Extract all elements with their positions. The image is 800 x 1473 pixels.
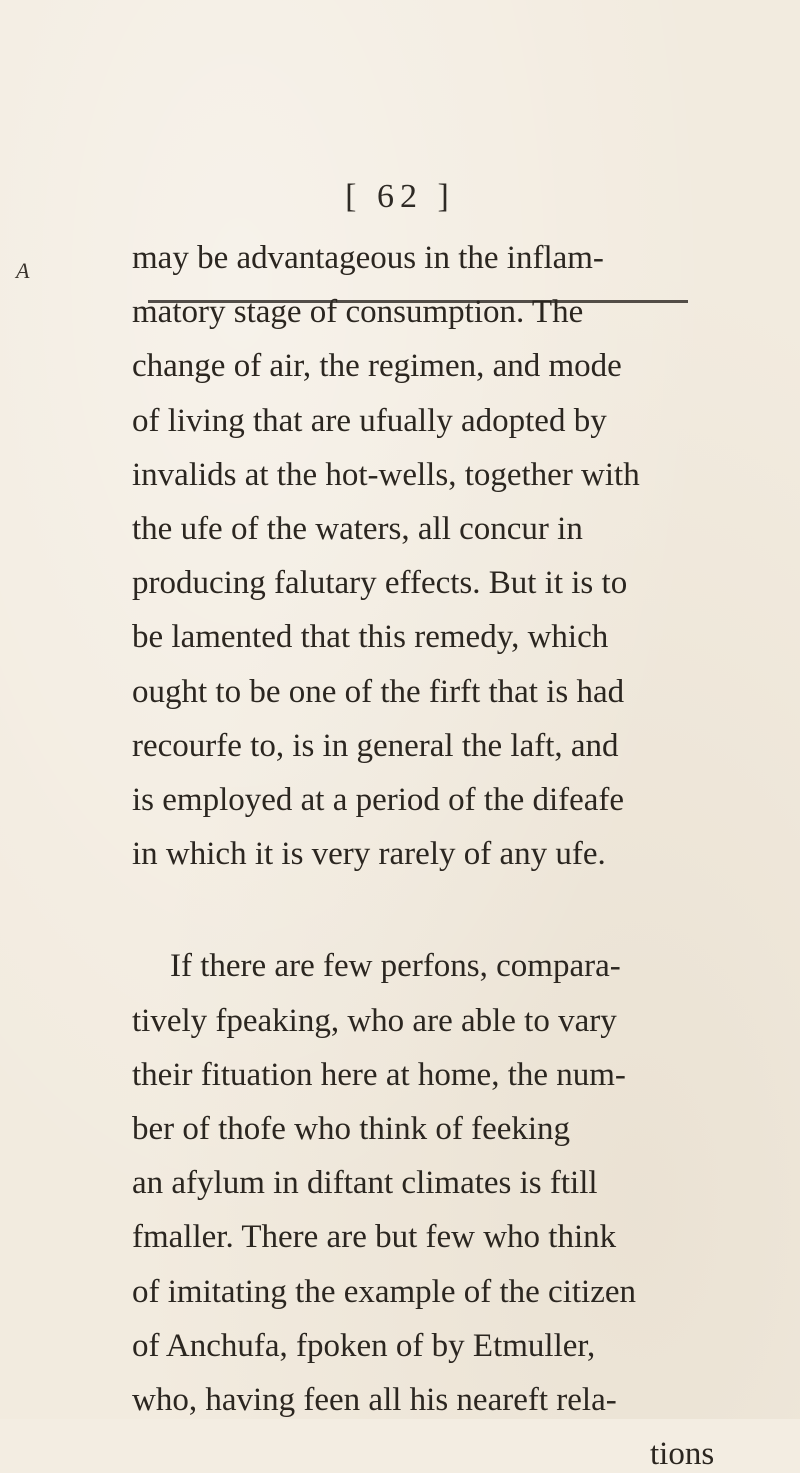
text-line: of living that are ufually adopted by <box>132 402 607 439</box>
text-line: fmaller. There are but few who think <box>132 1219 617 1256</box>
text-line: in which it is very rarely of any ufe. <box>132 836 606 873</box>
text-line: tively fpeaking, who are able to vary <box>132 1002 617 1039</box>
text-line: matory stage of consumption. The <box>132 294 584 331</box>
text-line: producing falutary effects. But it is to <box>132 565 628 602</box>
text-line: of imitating the example of the citizen <box>132 1273 636 1310</box>
text-line: of Anchufa, fpoken of by Etmuller, <box>132 1327 596 1364</box>
text-line: an afylum in diftant climates is ftill <box>132 1165 598 1202</box>
text-line: is employed at a period of the difeafe <box>132 782 625 818</box>
text-line: be lamented that this remedy, which <box>132 619 609 656</box>
text-line: may be advantageous in the inflam- <box>132 240 604 276</box>
margin-annotation: A <box>16 258 30 283</box>
text-line: the ufe of the waters, all concur in <box>132 511 583 547</box>
text-line: who, having feen all his neareft rela- <box>132 1382 617 1418</box>
text-line: change of air, the regimen, and mode <box>132 348 622 385</box>
text-line: their fituation here at home, the num- <box>132 1056 626 1093</box>
text-line: invalids at the hot-wells, together with <box>132 456 640 493</box>
text-line: ber of thofe who think of feeking <box>132 1111 571 1147</box>
text-line: recourfe to, is in general the laft, and <box>132 727 619 764</box>
text-line: tions <box>650 1436 715 1473</box>
text-line: ought to be one of the firft that is had <box>132 673 625 710</box>
text-line: If there are few perfons, compara- <box>170 948 621 985</box>
page-number-header: [ 62 ] <box>345 178 455 215</box>
